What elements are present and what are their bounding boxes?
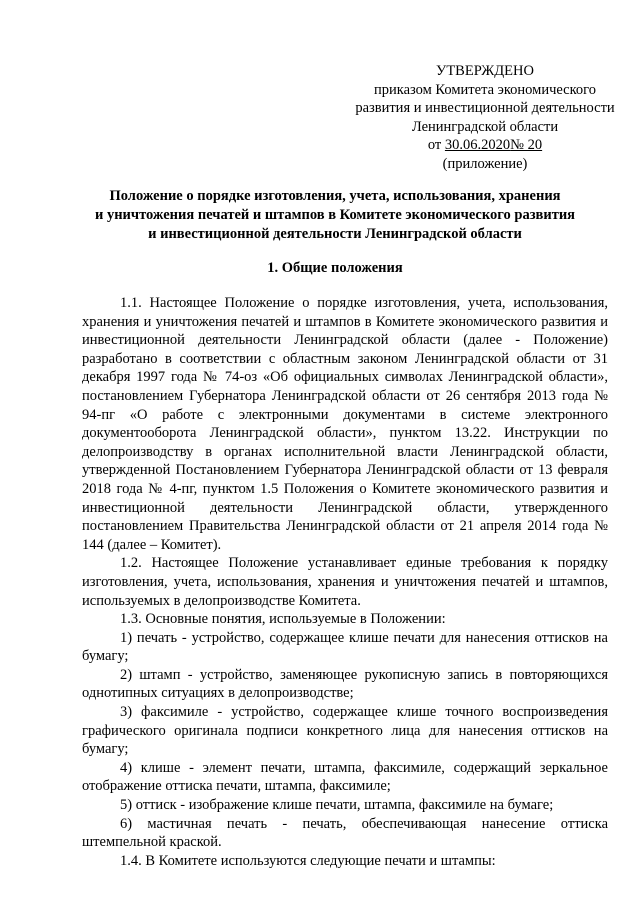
approval-line-1: приказом Комитета экономического: [373, 81, 597, 98]
paragraph-1-2: 1.2. Настоящее Положение устанавливает единые требования к порядку изготовления, учета, использования, хранения и уничтожения печатей и штампов, используемых в делопроизводстве Комитета.: [82, 555, 608, 609]
approval-line-2: развития и инвестиционной деятельности: [355, 100, 615, 116]
definition-stamp: 2) штамп - устройство, заменяющее рукописную запись в повторяющихся однотипных ситуациях в делопроизводстве;: [82, 666, 608, 702]
document-title: [60, 187, 610, 244]
document-title-line-3: и инвестиционной деятельности Ленинградской области: [148, 226, 522, 242]
document-title-line-2: и уничтожения печатей и штампов в Комитете экономического развития: [94, 207, 576, 223]
document-title-line-1: Положение о порядке изготовления, учета, использования, хранения: [109, 188, 561, 204]
paragraph-1-4: 1.4. В Комитете используются следующие печати и штампы:: [120, 852, 496, 869]
definition-print: 1) печать - устройство, содержащее клише печати для нанесения оттисков на бумагу;: [82, 629, 608, 665]
approval-appendix: (приложение): [442, 155, 528, 172]
paragraph-1-3: 1.3. Основные понятия, используемые в Положении:: [120, 611, 446, 628]
approval-block: [340, 62, 630, 173]
approval-line-3: Ленинградской области: [411, 118, 559, 135]
approval-date-line: [340, 136, 630, 155]
paragraph-1-1: 1.1. Настоящее Положение о порядке изготовления, учета, использования, хранения и уничтожения печатей и штампов в Комитете экономического развития и инвестиционной деятельности Ленинградской области (далее - Положение) разработано в соответствии с областным законом Ленинградской области от 31 декабря 1997 года № 74-оз «Об официальных символах Ленинградской области», постановлением Губернатора Ленинградской области от 26 сентября 2013 года № 94-пг «О работе с электронными документами в системе электронного документооборота Ленинградской области», пунктом 13.22. Инструкции по делопроизводству в органах исполнительной власти Ленинградской области, утвержденной Постановлением Губернатора Ленинградской области от 13 февраля 2018 года № 4-пг, пунктом 1.5 Положения о Комитете экономического развития и инвестиционной деятельности Ленинградской области, утвержденного постановлением Правительства Ленинградской области от 21 апреля 2014 года № 144 (далее – Комитет).: [82, 295, 608, 553]
approval-date-prefix: от: [427, 137, 445, 153]
definition-ink-seal: 6) мастичная печать - печать, обеспечивающая нанесение оттиска штемпельной краской.: [82, 815, 608, 851]
section-body: [82, 294, 608, 870]
approval-number: № 20: [510, 137, 543, 153]
approval-stamp: УТВЕРЖДЕНО: [436, 63, 534, 79]
definition-facsimile: 3) факсимиле - устройство, содержащее клише точного воспроизведения графического оригинала подписи конкретного лица для нанесения оттисков на бумагу;: [82, 704, 608, 758]
definition-cliche: 4) клише - элемент печати, штампа, факсимиле, содержащий зеркальное отображение оттиска печати, штампа, факсимиле;: [82, 759, 608, 795]
approval-date: 30.06.2020: [444, 137, 511, 153]
definition-impression: 5) оттиск - изображение клише печати, штампа, факсимиле на бумаге;: [120, 797, 554, 814]
section-heading: 1. Общие положения: [267, 260, 403, 276]
